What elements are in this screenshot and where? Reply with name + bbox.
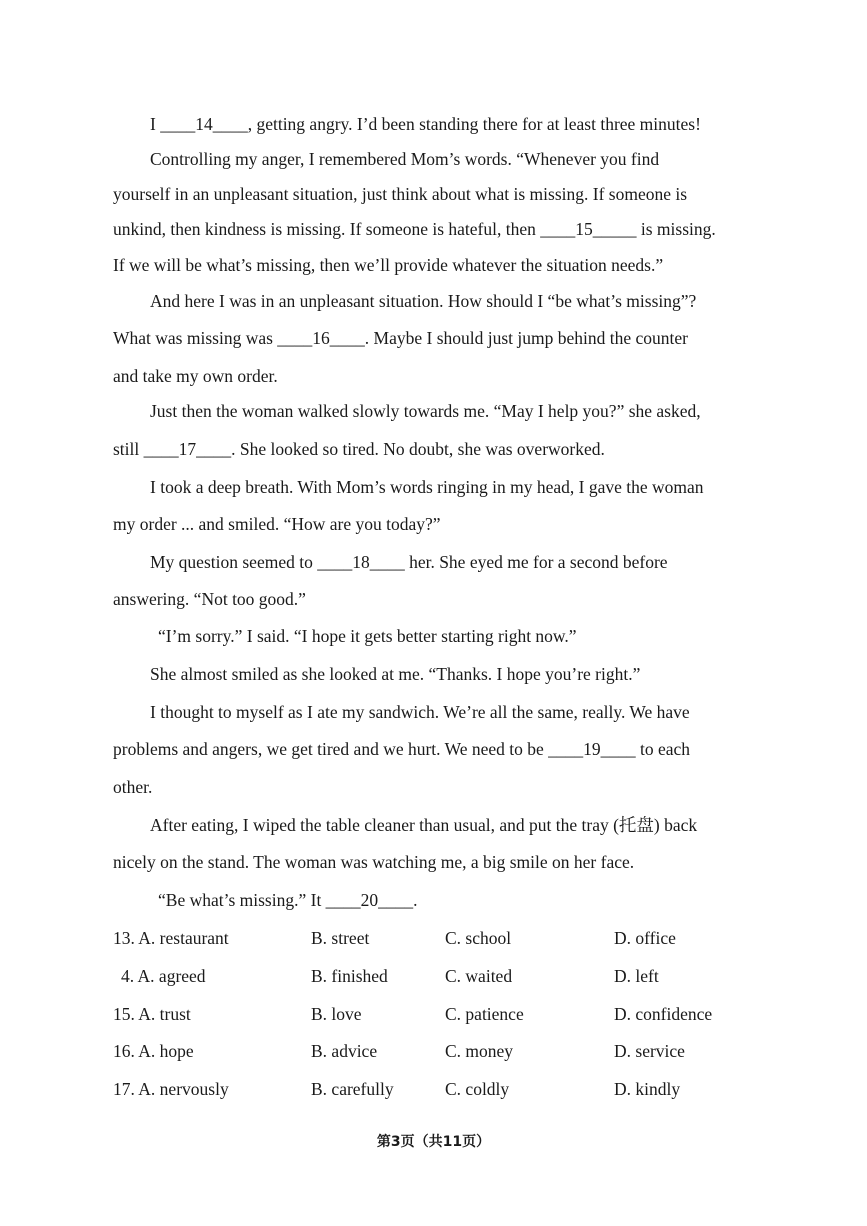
passage-line: Controlling my anger, I remembered Mom’s words. “Whenever you find: [150, 149, 660, 169]
option-c: C. coldly: [445, 1079, 510, 1099]
passage-line: I thought to myself as I ate my sandwich. We’re all the same, really. We have: [150, 702, 690, 722]
passage-line: nicely on the stand. The woman was watching me, a big smile on her face.: [113, 852, 635, 872]
option-d: D. service: [614, 1041, 685, 1061]
passage-line: She almost smiled as she looked at me. “Thanks. I hope you’re right.”: [150, 664, 641, 684]
passage-line: “I’m sorry.” I said. “I hope it gets better starting right now.”: [158, 626, 577, 646]
passage-line: If we will be what’s missing, then we’ll provide whatever the situation needs.”: [113, 255, 664, 275]
option-c: C. waited: [445, 966, 513, 986]
option-c: C. patience: [445, 1004, 524, 1024]
option-c: C. school: [445, 928, 512, 948]
passage-line: other.: [113, 777, 153, 797]
option-d: D. kindly: [614, 1079, 681, 1099]
option-b: B. street: [311, 928, 370, 948]
passage-line: unkind, then kindness is missing. If someone is hateful, then ____15_____ is missing.: [113, 219, 716, 239]
option-b: B. carefully: [311, 1079, 394, 1099]
page-footer: 第3页（共11页）: [376, 1134, 491, 1150]
passage-line: yourself in an unpleasant situation, just think about what is missing. If someone is: [113, 184, 688, 204]
option-c: C. money: [445, 1041, 514, 1061]
option-a: 13. A. restaurant: [113, 928, 229, 948]
option-b: B. finished: [311, 966, 388, 986]
option-a: 17. A. nervously: [113, 1079, 229, 1099]
option-b: B. advice: [311, 1041, 378, 1061]
passage-line: My question seemed to ____18____ her. She eyed me for a second before: [150, 552, 668, 572]
option-a: 4. A. agreed: [121, 966, 206, 986]
option-d: D. office: [614, 928, 676, 948]
option-d: D. left: [614, 966, 659, 986]
passage-line: still ____17____. She looked so tired. No doubt, she was overworked.: [113, 439, 605, 459]
passage-line: I ____14____, getting angry. I’d been standing there for at least three minutes!: [150, 114, 701, 134]
option-a: 16. A. hope: [113, 1041, 194, 1061]
passage-line: Just then the woman walked slowly towards me. “May I help you?” she asked,: [150, 401, 701, 421]
passage-line: “Be what’s missing.” It ____20____.: [158, 890, 418, 910]
passage-line: problems and angers, we get tired and we hurt. We need to be ____19____ to each: [113, 739, 691, 759]
passage-line: my order ... and smiled. “How are you today?”: [113, 514, 441, 534]
option-d: D. confidence: [614, 1004, 713, 1024]
option-b: B. love: [311, 1004, 362, 1024]
passage-line: and take my own order.: [113, 366, 278, 386]
passage-line: And here I was in an unpleasant situation. How should I “be what’s missing”?: [150, 291, 697, 311]
passage-line: What was missing was ____16____. Maybe I should just jump behind the counter: [113, 328, 688, 348]
passage-line: answering. “Not too good.”: [113, 589, 306, 609]
option-a: 15. A. trust: [113, 1004, 191, 1024]
passage-line: After eating, I wiped the table cleaner than usual, and put the tray (托盘) back: [150, 815, 698, 835]
passage-line: I took a deep breath. With Mom’s words ringing in my head, I gave the woman: [150, 477, 704, 497]
